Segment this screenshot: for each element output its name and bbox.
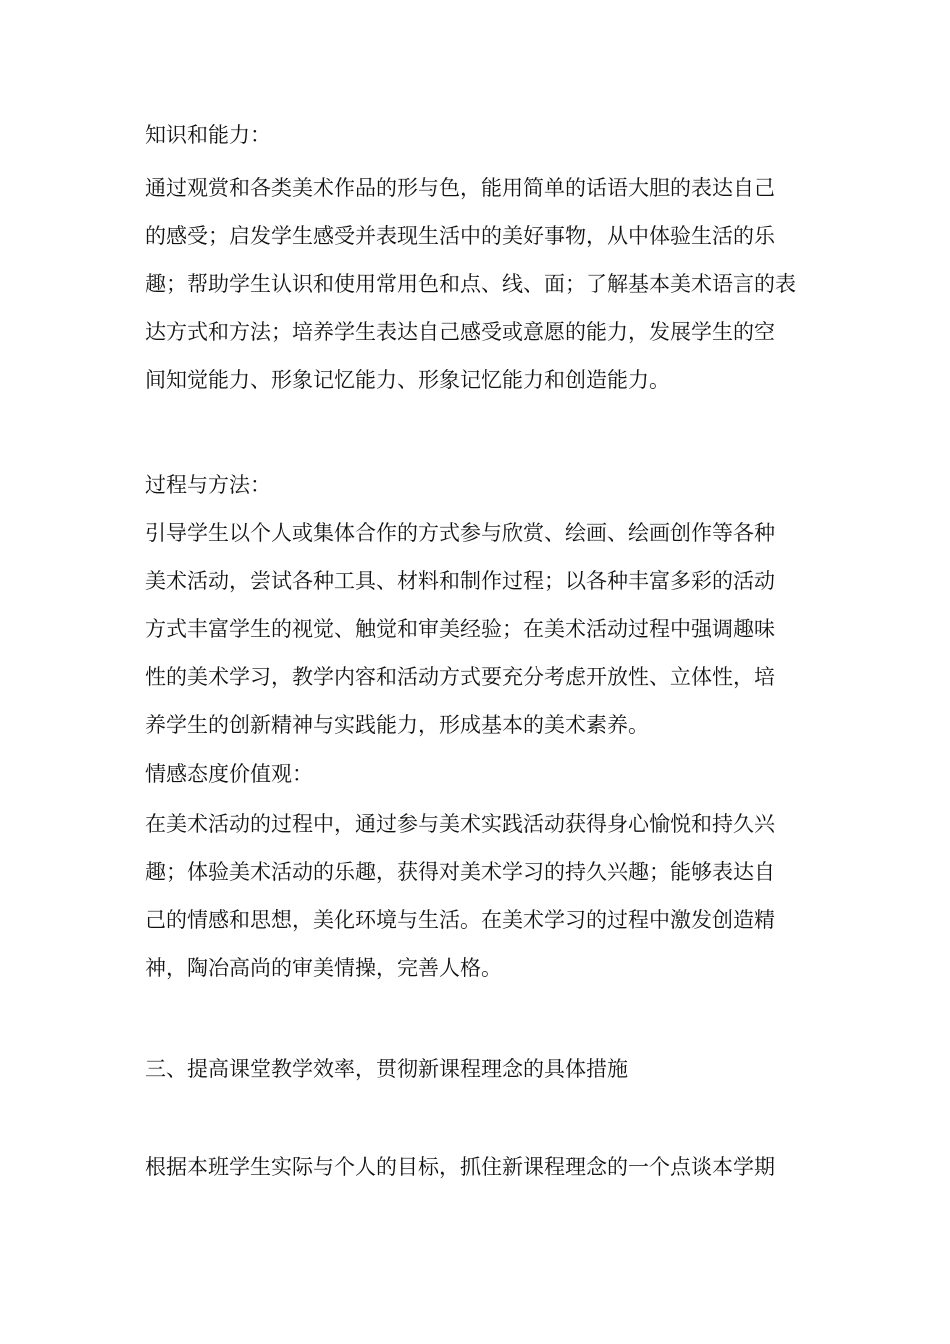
paragraph-line: 根据本班学生实际与个人的目标，抓住新课程理念的一个点谈本学期 (145, 1155, 775, 1179)
section-heading-knowledge: 知识和能力： (145, 123, 271, 147)
section-heading-process: 过程与方法： (145, 473, 271, 497)
paragraph-line: 神，陶冶高尚的审美情操，完善人格。 (145, 956, 502, 980)
paragraph-line: 的感受；启发学生感受并表现生活中的美好事物，从中体验生活的乐 (145, 224, 775, 248)
paragraph-line: 方式丰富学生的视觉、触觉和审美经验；在美术活动过程中强调趣味 (145, 617, 775, 641)
paragraph-line: 美术活动，尝试各种工具、材料和制作过程；以各种丰富多彩的活动 (145, 569, 775, 593)
paragraph-line: 趣；体验美术活动的乐趣，获得对美术学习的持久兴趣；能够表达自 (145, 860, 775, 884)
paragraph-line: 通过观赏和各类美术作品的形与色，能用简单的话语大胆的表达自己 (145, 176, 775, 200)
paragraph-line: 性的美术学习，教学内容和活动方式要充分考虑开放性、立体性，培 (145, 665, 775, 689)
paragraph-line: 养学生的创新精神与实践能力，形成基本的美术素养。 (145, 713, 649, 737)
paragraph-line: 引导学生以个人或集体合作的方式参与欣赏、绘画、绘画创作等各种 (145, 521, 775, 545)
section-heading-measures: 三、提高课堂教学效率，贯彻新课程理念的具体措施 (145, 1057, 628, 1081)
paragraph-line: 在美术活动的过程中，通过参与美术实践活动获得身心愉悦和持久兴 (145, 812, 775, 836)
paragraph-line: 达方式和方法；培养学生表达自己感受或意愿的能力，发展学生的空 (145, 320, 775, 344)
paragraph-line: 趣；帮助学生认识和使用常用色和点、线、面；了解基本美术语言的表 (145, 272, 796, 296)
section-heading-attitude: 情感态度价值观： (145, 762, 313, 786)
paragraph-line: 间知觉能力、形象记忆能力、形象记忆能力和创造能力。 (145, 368, 670, 392)
paragraph-line: 己的情感和思想，美化环境与生活。在美术学习的过程中激发创造精 (145, 908, 775, 932)
